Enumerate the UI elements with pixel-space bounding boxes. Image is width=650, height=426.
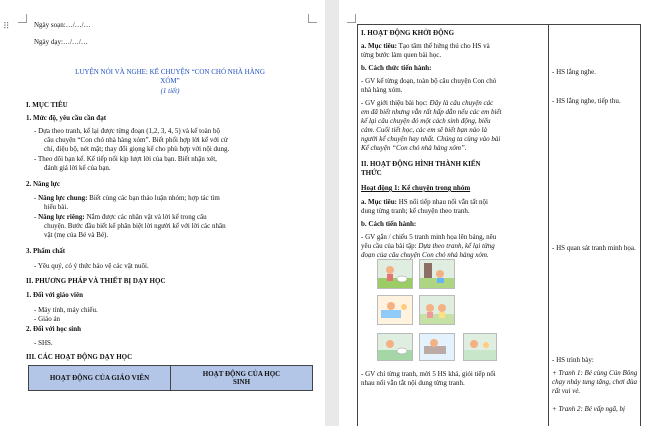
- illustration-1: [377, 259, 413, 289]
- illustration-3: [377, 295, 413, 325]
- student-response-detail: + Tranh 2: Bé vấp ngã, bị: [552, 405, 625, 413]
- illustration-4: [419, 295, 455, 325]
- warmup-intro-text: người kể chuyện hay nhất. Chúng ta cùng vào bài: [361, 135, 501, 143]
- warmup-objective: a. Mục tiêu: Tạo tâm thế hứng thú cho HS và: [361, 42, 490, 50]
- illustration-2: [419, 259, 455, 289]
- header-teacher: HOẠT ĐỘNG CỦA GIÁO VIÊN: [29, 366, 171, 390]
- section-activities: III. CÁC HOẠT ĐỘNG DẠY HỌC: [26, 353, 133, 361]
- drag-handle-icon[interactable]: ⠿: [3, 21, 9, 31]
- lesson-duration: (1 tiết): [160, 87, 180, 95]
- subsection-requirements: 1. Mức độ, yêu cầu cần đạt: [26, 114, 107, 122]
- general-competency-cont: hiểu bài.: [44, 203, 69, 211]
- illustration-7: [463, 333, 497, 361]
- student-equipment: - SHS.: [34, 339, 53, 347]
- warmup-method: b. Cách thức tiến hành:: [361, 64, 432, 72]
- lesson-title-line2: XÓM”: [160, 77, 180, 85]
- specific-competency-cont: chuyện. Bước đầu biết kể phân biệt lời người kể với lời các nhân: [44, 222, 226, 230]
- student-response-detail: + Tranh 1: Bé cùng Cún Bông: [552, 369, 638, 377]
- warmup-intro-text: cảm. Cuối tiết học, các em sẽ biết bạn nào là: [361, 126, 487, 134]
- corner-mark-icon: [308, 14, 317, 23]
- general-competency: - Năng lực chung: Biết cùng các bạn thảo luận nhóm; hợp tác tìm: [34, 194, 220, 202]
- warmup-intro: - GV giới thiệu bài học: Đây là câu chuyện các: [361, 99, 494, 107]
- warmup-intro-text: Kể chuyện “Con chó nhà hàng xóm”.: [361, 144, 467, 152]
- activity-warmup-title: I. HOẠT ĐỘNG KHỞI ĐỘNG: [361, 29, 455, 37]
- warmup-step: - GV kể từng đoạn, toàn bộ câu chuyện Con chó: [361, 77, 497, 85]
- warmup-objective-cont: từng bước làm quen bài học.: [361, 51, 442, 59]
- corner-mark-icon: [18, 14, 27, 23]
- activity-1-step-cont: yêu cầu của bài tập: Dựa theo tranh, kể lại từng: [361, 242, 495, 250]
- subsection-student: 2. Đối với học sinh: [26, 325, 82, 333]
- activity-1-step: - GV gắn / chiếu 5 tranh minh họa lên bảng, nêu: [361, 233, 497, 241]
- date-created: Ngày soạn:…/…/…: [34, 21, 91, 29]
- subsection-teacher: 1. Đối với giáo viên: [26, 291, 83, 299]
- student-response: - HS trình bày:: [552, 356, 594, 364]
- subsection-competency: 2. Năng lực: [26, 180, 60, 188]
- subsection-qualities: 3. Phẩm chất: [26, 247, 66, 255]
- illustration-5: [377, 333, 413, 361]
- warmup-step: nhà hàng xóm.: [361, 86, 403, 94]
- requirement-text: đánh giá lời kể của bạn.: [44, 164, 111, 172]
- lesson-title-line1: LUYỆN NÓI VÀ NGHE: KỂ CHUYỆN “CON CHÓ NHÀ HÀNG: [75, 68, 265, 76]
- illustration-panels: [367, 255, 517, 363]
- corner-mark-icon: [347, 14, 356, 23]
- warmup-intro-text: kể lại câu chuyện đó một cách sinh động, biểu: [361, 117, 491, 125]
- teacher-equipment: - Giáo án: [34, 315, 61, 323]
- activity-1-objective: a. Mục tiêu: HS nối tiếp nhau nối vẫn tất nội: [361, 198, 488, 206]
- student-response: - HS lắng nghe.: [552, 68, 596, 76]
- activity-table-header: [28, 365, 313, 391]
- section-objectives: I. MỤC TIÊU: [26, 101, 68, 109]
- student-response: - HS lắng nghe, tiếp thu.: [552, 97, 621, 105]
- warmup-intro-text: em đã biết nhưng vẫn rất hấp dẫn nếu các em biết: [361, 108, 502, 116]
- activity-1-step-cont: nhau nối vẫn tắt nội dung từng tranh.: [361, 379, 465, 387]
- activity-knowledge-title: II. HOẠT ĐỘNG HÌNH THÀNH KIẾN: [361, 160, 481, 168]
- quality-text: - Yêu quý, có ý thức bảo vệ các vật nuôi.: [34, 262, 149, 270]
- requirement-text: - Theo dõi bạn kể. Kể tiếp nối kịp lượt lời của bạn. Biết nhận xét,: [34, 155, 217, 163]
- section-methods: II. PHƯƠNG PHÁP VÀ THIẾT BỊ DẠY HỌC: [26, 277, 166, 285]
- student-response-detail: chạy nhảy tung tăng, chơi đùa: [552, 378, 637, 386]
- activity-1-method: b. Cách tiến hành:: [361, 220, 417, 228]
- activity-1-step: - GV chỉ từng tranh, mời 5 HS khá, giỏi tiếp nối: [361, 370, 496, 378]
- activity-1-step-italic: đoạn của câu chuyện Con chó nhà hàng xóm.: [361, 251, 489, 259]
- requirement-text: chỉ, điệu bộ, nét mặt; thay đổi giọng kể cho phù hợp với nội dung.: [44, 145, 230, 153]
- requirement-text: - Dựa theo tranh, kể lại được từng đoạn (1,2, 3, 4, 5) và kể toàn bộ: [34, 127, 220, 135]
- specific-competency: - Năng lực riêng: Nắm được các nhân vật và lời kể trong câu: [34, 213, 207, 221]
- activity-1-title: Hoạt động 1: Kể chuyện trong nhóm: [361, 184, 471, 192]
- requirement-text: câu chuyện “Con chó nhà hàng xóm”. Biết phối hợp lời kể với cử: [44, 136, 228, 144]
- header-student: HOẠT ĐỘNG CỦA HỌC SINH: [202, 370, 281, 386]
- student-response: - HS quan sát tranh minh họa.: [552, 244, 636, 252]
- activity-knowledge-title-cont: THỨC: [361, 169, 382, 177]
- activity-1-objective-cont: dung từng tranh; kể chuyện theo tranh.: [361, 207, 470, 215]
- specific-competency-cont: vật (mẹ của Bé và Bé).: [44, 231, 109, 239]
- teacher-equipment: - Máy tính, máy chiếu.: [34, 306, 98, 314]
- student-response-detail: rất vui vẻ.: [552, 387, 581, 395]
- illustration-6: [419, 333, 455, 361]
- date-taught: Ngày dạy:…/…/…: [34, 38, 88, 46]
- page-right: [339, 0, 650, 426]
